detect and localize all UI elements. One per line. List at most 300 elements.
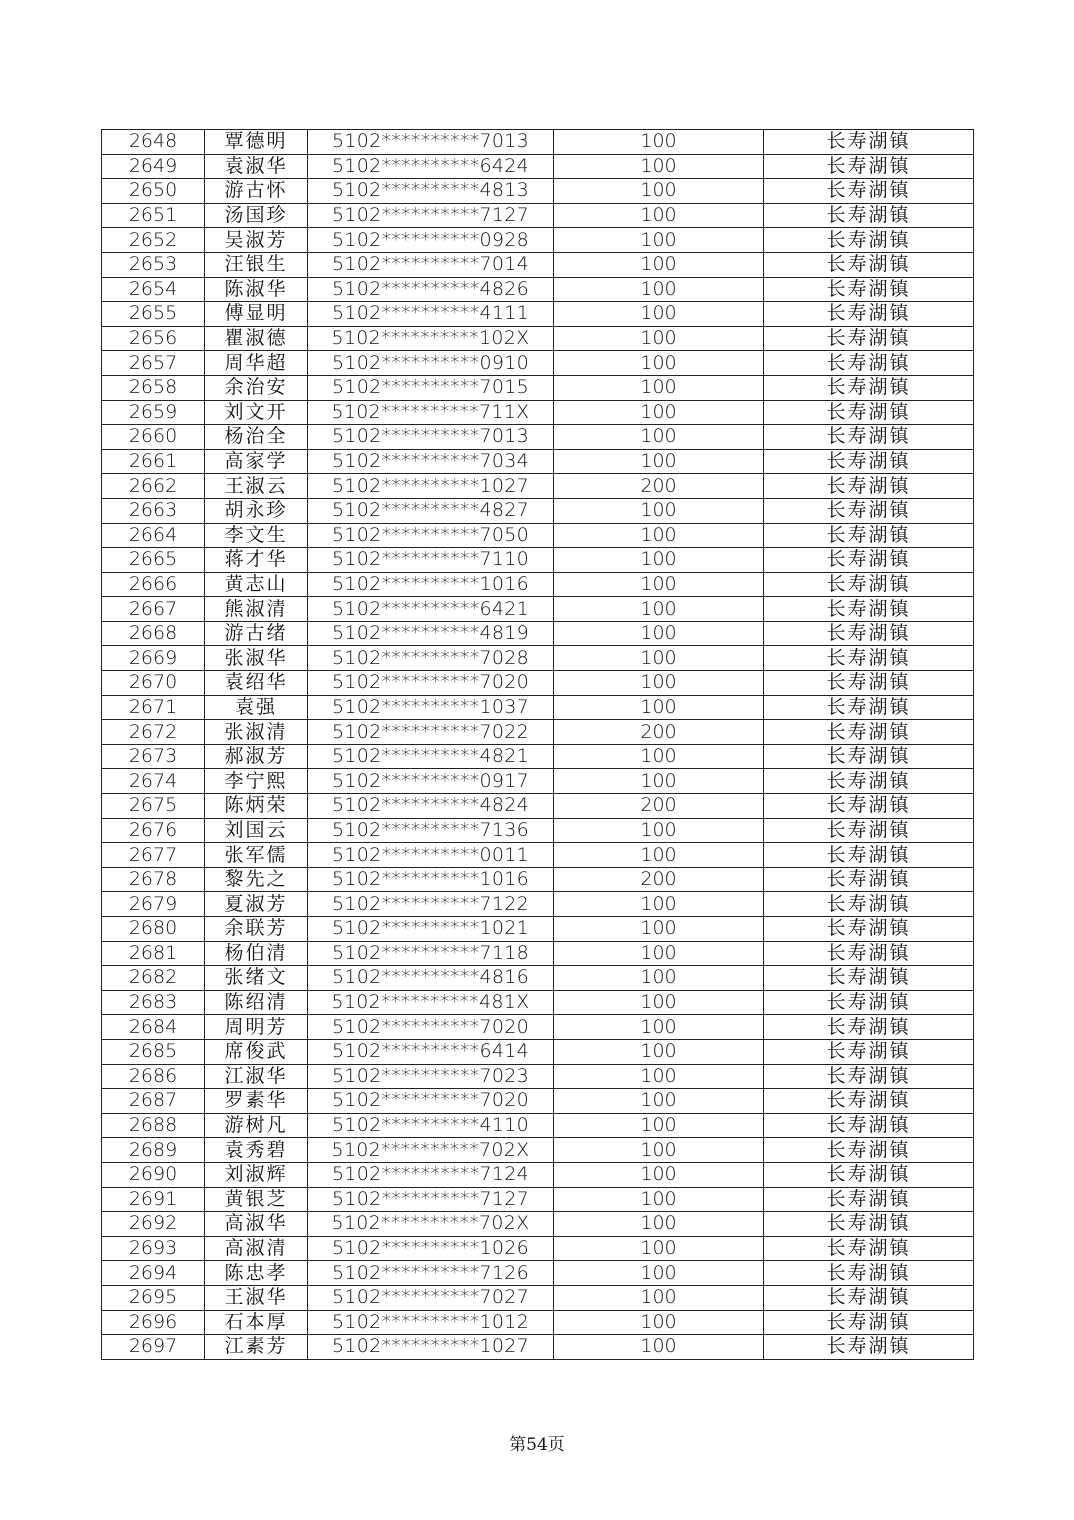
id-number-cell: 5102**********7028 xyxy=(308,646,554,671)
amount-cell: 100 xyxy=(554,1187,764,1212)
amount-cell: 100 xyxy=(554,203,764,228)
town-cell: 长寿湖镇 xyxy=(764,1310,974,1335)
id-number-cell: 5102**********7124 xyxy=(308,1162,554,1187)
name-cell: 陈炳荣 xyxy=(205,794,308,819)
amount-cell: 100 xyxy=(554,1236,764,1261)
name-cell: 李宁熙 xyxy=(205,769,308,794)
id-number-cell: 5102**********0928 xyxy=(308,228,554,253)
row-number-cell: 2662 xyxy=(102,474,205,499)
name-cell: 游树凡 xyxy=(205,1113,308,1138)
table-row xyxy=(102,351,974,376)
name-cell: 游古怀 xyxy=(205,179,308,204)
data-table xyxy=(101,129,974,1360)
amount-cell: 100 xyxy=(554,228,764,253)
town-cell: 长寿湖镇 xyxy=(764,498,974,523)
table-row xyxy=(102,892,974,917)
id-number-cell: 5102**********4827 xyxy=(308,498,554,523)
table-row xyxy=(102,203,974,228)
id-number-cell: 5102**********4826 xyxy=(308,277,554,302)
town-cell: 长寿湖镇 xyxy=(764,375,974,400)
town-cell: 长寿湖镇 xyxy=(764,1064,974,1089)
town-cell: 长寿湖镇 xyxy=(764,154,974,179)
name-cell: 袁秀碧 xyxy=(205,1138,308,1163)
name-cell: 熊淑清 xyxy=(205,597,308,622)
page-number: 第54页 xyxy=(509,1435,565,1455)
name-cell: 张绪文 xyxy=(205,966,308,991)
id-number-cell: 5102**********0011 xyxy=(308,843,554,868)
table-row xyxy=(102,1236,974,1261)
amount-cell: 100 xyxy=(554,646,764,671)
row-number-cell: 2694 xyxy=(102,1261,205,1286)
name-cell: 刘文开 xyxy=(205,400,308,425)
row-number-cell: 2687 xyxy=(102,1089,205,1114)
amount-cell: 100 xyxy=(554,695,764,720)
row-number-cell: 2672 xyxy=(102,720,205,745)
row-number-cell: 2686 xyxy=(102,1064,205,1089)
name-cell: 陈绍清 xyxy=(205,990,308,1015)
table-row xyxy=(102,228,974,253)
id-number-cell: 5102**********4824 xyxy=(308,794,554,819)
name-cell: 黄银芝 xyxy=(205,1187,308,1212)
town-cell: 长寿湖镇 xyxy=(764,203,974,228)
name-cell: 余联芳 xyxy=(205,917,308,942)
row-number-cell: 2658 xyxy=(102,375,205,400)
name-cell: 杨伯清 xyxy=(205,941,308,966)
amount-cell: 100 xyxy=(554,252,764,277)
table-row xyxy=(102,769,974,794)
row-number-cell: 2652 xyxy=(102,228,205,253)
table-row xyxy=(102,474,974,499)
amount-cell: 100 xyxy=(554,1064,764,1089)
table-row xyxy=(102,302,974,327)
town-cell: 长寿湖镇 xyxy=(764,277,974,302)
name-cell: 余治安 xyxy=(205,375,308,400)
id-number-cell: 5102**********7015 xyxy=(308,375,554,400)
town-cell: 长寿湖镇 xyxy=(764,867,974,892)
town-cell: 长寿湖镇 xyxy=(764,548,974,573)
amount-cell: 100 xyxy=(554,1261,764,1286)
id-number-cell: 5102**********7118 xyxy=(308,941,554,966)
amount-cell: 100 xyxy=(554,1162,764,1187)
row-number-cell: 2654 xyxy=(102,277,205,302)
row-number-cell: 2697 xyxy=(102,1335,205,1360)
row-number-cell: 2688 xyxy=(102,1113,205,1138)
amount-cell: 200 xyxy=(554,867,764,892)
table-row xyxy=(102,523,974,548)
name-cell: 张军儒 xyxy=(205,843,308,868)
table-row xyxy=(102,1064,974,1089)
amount-cell: 100 xyxy=(554,671,764,696)
id-number-cell: 5102**********7050 xyxy=(308,523,554,548)
id-number-cell: 5102**********7013 xyxy=(308,130,554,155)
table-row xyxy=(102,498,974,523)
town-cell: 长寿湖镇 xyxy=(764,1187,974,1212)
row-number-cell: 2680 xyxy=(102,917,205,942)
name-cell: 袁绍华 xyxy=(205,671,308,696)
name-cell: 江素芳 xyxy=(205,1335,308,1360)
amount-cell: 100 xyxy=(554,1138,764,1163)
id-number-cell: 5102**********1037 xyxy=(308,695,554,720)
name-cell: 周明芳 xyxy=(205,1015,308,1040)
id-number-cell: 5102**********7027 xyxy=(308,1285,554,1310)
table-row xyxy=(102,621,974,646)
amount-cell: 100 xyxy=(554,400,764,425)
name-cell: 罗素华 xyxy=(205,1089,308,1114)
id-number-cell: 5102**********7022 xyxy=(308,720,554,745)
id-number-cell: 5102**********6421 xyxy=(308,597,554,622)
row-number-cell: 2689 xyxy=(102,1138,205,1163)
row-number-cell: 2669 xyxy=(102,646,205,671)
town-cell: 长寿湖镇 xyxy=(764,794,974,819)
town-cell: 长寿湖镇 xyxy=(764,351,974,376)
id-number-cell: 5102**********702X xyxy=(308,1138,554,1163)
town-cell: 长寿湖镇 xyxy=(764,130,974,155)
amount-cell: 100 xyxy=(554,1015,764,1040)
amount-cell: 100 xyxy=(554,744,764,769)
amount-cell: 100 xyxy=(554,941,764,966)
name-cell: 胡永珍 xyxy=(205,498,308,523)
name-cell: 袁强 xyxy=(205,695,308,720)
amount-cell: 100 xyxy=(554,966,764,991)
id-number-cell: 5102**********7014 xyxy=(308,252,554,277)
amount-cell: 100 xyxy=(554,375,764,400)
amount-cell: 100 xyxy=(554,302,764,327)
table-row xyxy=(102,1138,974,1163)
amount-cell: 100 xyxy=(554,326,764,351)
table-row xyxy=(102,843,974,868)
town-cell: 长寿湖镇 xyxy=(764,1261,974,1286)
table-row xyxy=(102,1261,974,1286)
town-cell: 长寿湖镇 xyxy=(764,892,974,917)
town-cell: 长寿湖镇 xyxy=(764,695,974,720)
amount-cell: 100 xyxy=(554,130,764,155)
name-cell: 汤国珍 xyxy=(205,203,308,228)
name-cell: 蒋才华 xyxy=(205,548,308,573)
name-cell: 陈忠孝 xyxy=(205,1261,308,1286)
town-cell: 长寿湖镇 xyxy=(764,474,974,499)
name-cell: 黄志山 xyxy=(205,572,308,597)
name-cell: 陈淑华 xyxy=(205,277,308,302)
town-cell: 长寿湖镇 xyxy=(764,769,974,794)
id-number-cell: 5102**********7020 xyxy=(308,1089,554,1114)
town-cell: 长寿湖镇 xyxy=(764,326,974,351)
row-number-cell: 2677 xyxy=(102,843,205,868)
name-cell: 袁淑华 xyxy=(205,154,308,179)
name-cell: 席俊武 xyxy=(205,1039,308,1064)
id-number-cell: 5102**********7013 xyxy=(308,425,554,450)
row-number-cell: 2675 xyxy=(102,794,205,819)
amount-cell: 100 xyxy=(554,1113,764,1138)
row-number-cell: 2653 xyxy=(102,252,205,277)
town-cell: 长寿湖镇 xyxy=(764,1138,974,1163)
amount-cell: 100 xyxy=(554,892,764,917)
id-number-cell: 5102**********702X xyxy=(308,1212,554,1237)
row-number-cell: 2671 xyxy=(102,695,205,720)
town-cell: 长寿湖镇 xyxy=(764,597,974,622)
row-number-cell: 2674 xyxy=(102,769,205,794)
town-cell: 长寿湖镇 xyxy=(764,1089,974,1114)
id-number-cell: 5102**********7122 xyxy=(308,892,554,917)
row-number-cell: 2690 xyxy=(102,1162,205,1187)
town-cell: 长寿湖镇 xyxy=(764,179,974,204)
id-number-cell: 5102**********481X xyxy=(308,990,554,1015)
id-number-cell: 5102**********7034 xyxy=(308,449,554,474)
town-cell: 长寿湖镇 xyxy=(764,646,974,671)
table-row xyxy=(102,695,974,720)
id-number-cell: 5102**********711X xyxy=(308,400,554,425)
amount-cell: 100 xyxy=(554,1285,764,1310)
town-cell: 长寿湖镇 xyxy=(764,302,974,327)
id-number-cell: 5102**********102X xyxy=(308,326,554,351)
id-number-cell: 5102**********6424 xyxy=(308,154,554,179)
table-row xyxy=(102,179,974,204)
table-row xyxy=(102,917,974,942)
row-number-cell: 2663 xyxy=(102,498,205,523)
name-cell: 郝淑芳 xyxy=(205,744,308,769)
town-cell: 长寿湖镇 xyxy=(764,1162,974,1187)
id-number-cell: 5102**********1012 xyxy=(308,1310,554,1335)
table-row xyxy=(102,252,974,277)
table-row xyxy=(102,326,974,351)
name-cell: 杨治全 xyxy=(205,425,308,450)
row-number-cell: 2668 xyxy=(102,621,205,646)
amount-cell: 100 xyxy=(554,1310,764,1335)
row-number-cell: 2685 xyxy=(102,1039,205,1064)
table-row xyxy=(102,867,974,892)
name-cell: 王淑云 xyxy=(205,474,308,499)
table-row xyxy=(102,425,974,450)
town-cell: 长寿湖镇 xyxy=(764,720,974,745)
row-number-cell: 2676 xyxy=(102,818,205,843)
name-cell: 周华超 xyxy=(205,351,308,376)
name-cell: 黎先之 xyxy=(205,867,308,892)
table-row xyxy=(102,449,974,474)
table-row xyxy=(102,744,974,769)
row-number-cell: 2682 xyxy=(102,966,205,991)
id-number-cell: 5102**********7136 xyxy=(308,818,554,843)
row-number-cell: 2650 xyxy=(102,179,205,204)
id-number-cell: 5102**********7020 xyxy=(308,671,554,696)
town-cell: 长寿湖镇 xyxy=(764,1335,974,1360)
town-cell: 长寿湖镇 xyxy=(764,671,974,696)
table-row xyxy=(102,1335,974,1360)
id-number-cell: 5102**********1016 xyxy=(308,867,554,892)
row-number-cell: 2661 xyxy=(102,449,205,474)
table-row xyxy=(102,572,974,597)
table-row xyxy=(102,277,974,302)
table-row xyxy=(102,990,974,1015)
id-number-cell: 5102**********7023 xyxy=(308,1064,554,1089)
row-number-cell: 2679 xyxy=(102,892,205,917)
table-row xyxy=(102,818,974,843)
town-cell: 长寿湖镇 xyxy=(764,941,974,966)
amount-cell: 200 xyxy=(554,794,764,819)
table-row xyxy=(102,1212,974,1237)
town-cell: 长寿湖镇 xyxy=(764,1212,974,1237)
table-row xyxy=(102,375,974,400)
table-row xyxy=(102,1089,974,1114)
table-row xyxy=(102,154,974,179)
row-number-cell: 2670 xyxy=(102,671,205,696)
row-number-cell: 2683 xyxy=(102,990,205,1015)
table-row xyxy=(102,548,974,573)
name-cell: 高家学 xyxy=(205,449,308,474)
id-number-cell: 5102**********4813 xyxy=(308,179,554,204)
name-cell: 覃德明 xyxy=(205,130,308,155)
table-row xyxy=(102,646,974,671)
name-cell: 夏淑芳 xyxy=(205,892,308,917)
id-number-cell: 5102**********4819 xyxy=(308,621,554,646)
row-number-cell: 2692 xyxy=(102,1212,205,1237)
name-cell: 江淑华 xyxy=(205,1064,308,1089)
town-cell: 长寿湖镇 xyxy=(764,1039,974,1064)
row-number-cell: 2684 xyxy=(102,1015,205,1040)
amount-cell: 100 xyxy=(554,1335,764,1360)
row-number-cell: 2651 xyxy=(102,203,205,228)
amount-cell: 100 xyxy=(554,277,764,302)
town-cell: 长寿湖镇 xyxy=(764,572,974,597)
amount-cell: 100 xyxy=(554,449,764,474)
row-number-cell: 2666 xyxy=(102,572,205,597)
row-number-cell: 2648 xyxy=(102,130,205,155)
name-cell: 张淑清 xyxy=(205,720,308,745)
table-row xyxy=(102,720,974,745)
table-row xyxy=(102,1285,974,1310)
name-cell: 王淑华 xyxy=(205,1285,308,1310)
table-row xyxy=(102,1187,974,1212)
name-cell: 瞿淑德 xyxy=(205,326,308,351)
row-number-cell: 2695 xyxy=(102,1285,205,1310)
town-cell: 长寿湖镇 xyxy=(764,966,974,991)
amount-cell: 100 xyxy=(554,523,764,548)
name-cell: 吴淑芳 xyxy=(205,228,308,253)
table-body xyxy=(102,130,974,1360)
table-row xyxy=(102,794,974,819)
id-number-cell: 5102**********7127 xyxy=(308,1187,554,1212)
table-row xyxy=(102,130,974,155)
amount-cell: 100 xyxy=(554,818,764,843)
amount-cell: 200 xyxy=(554,474,764,499)
table-row xyxy=(102,966,974,991)
name-cell: 高淑清 xyxy=(205,1236,308,1261)
id-number-cell: 5102**********0910 xyxy=(308,351,554,376)
row-number-cell: 2655 xyxy=(102,302,205,327)
name-cell: 汪银生 xyxy=(205,252,308,277)
data-table-container xyxy=(101,129,974,1360)
amount-cell: 100 xyxy=(554,917,764,942)
id-number-cell: 5102**********6414 xyxy=(308,1039,554,1064)
id-number-cell: 5102**********4110 xyxy=(308,1113,554,1138)
id-number-cell: 5102**********7020 xyxy=(308,1015,554,1040)
table-row xyxy=(102,1015,974,1040)
town-cell: 长寿湖镇 xyxy=(764,449,974,474)
row-number-cell: 2659 xyxy=(102,400,205,425)
town-cell: 长寿湖镇 xyxy=(764,1015,974,1040)
name-cell: 游古绪 xyxy=(205,621,308,646)
table-row xyxy=(102,1310,974,1335)
amount-cell: 100 xyxy=(554,498,764,523)
row-number-cell: 2693 xyxy=(102,1236,205,1261)
id-number-cell: 5102**********1021 xyxy=(308,917,554,942)
name-cell: 张淑华 xyxy=(205,646,308,671)
id-number-cell: 5102**********4816 xyxy=(308,966,554,991)
row-number-cell: 2673 xyxy=(102,744,205,769)
row-number-cell: 2665 xyxy=(102,548,205,573)
id-number-cell: 5102**********1027 xyxy=(308,474,554,499)
town-cell: 长寿湖镇 xyxy=(764,425,974,450)
row-number-cell: 2649 xyxy=(102,154,205,179)
town-cell: 长寿湖镇 xyxy=(764,228,974,253)
name-cell: 高淑华 xyxy=(205,1212,308,1237)
amount-cell: 100 xyxy=(554,1089,764,1114)
town-cell: 长寿湖镇 xyxy=(764,990,974,1015)
row-number-cell: 2660 xyxy=(102,425,205,450)
table-row xyxy=(102,941,974,966)
amount-cell: 100 xyxy=(554,1039,764,1064)
table-row xyxy=(102,400,974,425)
row-number-cell: 2678 xyxy=(102,867,205,892)
id-number-cell: 5102**********7110 xyxy=(308,548,554,573)
town-cell: 长寿湖镇 xyxy=(764,400,974,425)
name-cell: 刘国云 xyxy=(205,818,308,843)
table-row xyxy=(102,1039,974,1064)
id-number-cell: 5102**********4821 xyxy=(308,744,554,769)
table-row xyxy=(102,1162,974,1187)
town-cell: 长寿湖镇 xyxy=(764,523,974,548)
id-number-cell: 5102**********7127 xyxy=(308,203,554,228)
town-cell: 长寿湖镇 xyxy=(764,621,974,646)
town-cell: 长寿湖镇 xyxy=(764,843,974,868)
amount-cell: 100 xyxy=(554,425,764,450)
amount-cell: 100 xyxy=(554,1212,764,1237)
table-row xyxy=(102,1113,974,1138)
id-number-cell: 5102**********4111 xyxy=(308,302,554,327)
amount-cell: 100 xyxy=(554,621,764,646)
row-number-cell: 2664 xyxy=(102,523,205,548)
id-number-cell: 5102**********7126 xyxy=(308,1261,554,1286)
amount-cell: 100 xyxy=(554,990,764,1015)
town-cell: 长寿湖镇 xyxy=(764,1236,974,1261)
town-cell: 长寿湖镇 xyxy=(764,917,974,942)
amount-cell: 100 xyxy=(554,351,764,376)
town-cell: 长寿湖镇 xyxy=(764,1285,974,1310)
row-number-cell: 2667 xyxy=(102,597,205,622)
id-number-cell: 5102**********1016 xyxy=(308,572,554,597)
row-number-cell: 2656 xyxy=(102,326,205,351)
name-cell: 刘淑辉 xyxy=(205,1162,308,1187)
name-cell: 傅显明 xyxy=(205,302,308,327)
row-number-cell: 2691 xyxy=(102,1187,205,1212)
id-number-cell: 5102**********0917 xyxy=(308,769,554,794)
name-cell: 石本厚 xyxy=(205,1310,308,1335)
name-cell: 李文生 xyxy=(205,523,308,548)
amount-cell: 100 xyxy=(554,572,764,597)
row-number-cell: 2657 xyxy=(102,351,205,376)
id-number-cell: 5102**********1027 xyxy=(308,1335,554,1360)
amount-cell: 100 xyxy=(554,179,764,204)
id-number-cell: 5102**********1026 xyxy=(308,1236,554,1261)
row-number-cell: 2681 xyxy=(102,941,205,966)
amount-cell: 100 xyxy=(554,843,764,868)
town-cell: 长寿湖镇 xyxy=(764,818,974,843)
town-cell: 长寿湖镇 xyxy=(764,1113,974,1138)
row-number-cell: 2696 xyxy=(102,1310,205,1335)
amount-cell: 200 xyxy=(554,720,764,745)
town-cell: 长寿湖镇 xyxy=(764,744,974,769)
amount-cell: 100 xyxy=(554,154,764,179)
town-cell: 长寿湖镇 xyxy=(764,252,974,277)
amount-cell: 100 xyxy=(554,597,764,622)
